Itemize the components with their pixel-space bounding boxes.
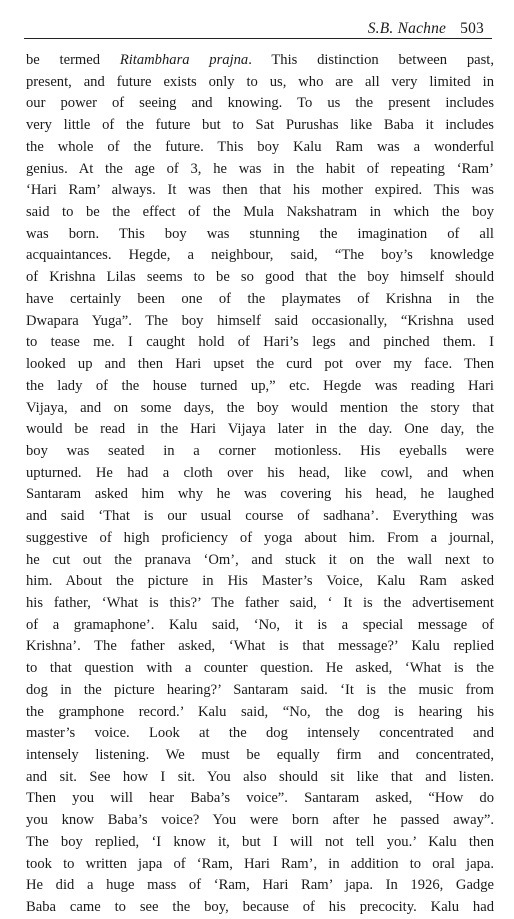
text-line: the lady of the house turned up,” etc. Hegde was reading Hari: [26, 377, 494, 394]
text-line: dog in the picture hearing?’ Santaram said. ‘It is the music from: [26, 681, 494, 698]
text-line: Vijaya, and on some days, the boy would mention the story that: [26, 399, 494, 416]
text-line: The boy replied, ‘I know it, but I will not tell you.’ Kalu then: [26, 833, 494, 850]
text-line: Then you will hear Baba’s voice”. Santaram asked, “How do: [26, 790, 494, 807]
text-line: to that question with a counter question. He asked, ‘What is the: [26, 660, 494, 677]
text-line: of Krishna Lilas seems to be so good that the boy himself should: [26, 269, 494, 286]
text-line: He did a huge mass of ‘Ram, Hari Ram’ japa. In 1926, Gadge: [26, 877, 494, 894]
text-line: he cut out the pranava ‘Om’, and stuck it on the wall next to: [26, 551, 494, 568]
text-line: our power of seeing and knowing. To us the present includes: [26, 95, 494, 112]
text-line: acquaintances. Hegde, a neighbour, said, “The boy’s knowledge: [26, 247, 494, 264]
text-line: the gramphone record.’ Kalu said, “No, the dog is hearing his: [26, 703, 494, 720]
text-line: Santaram asked him why he was covering his head, he laughed: [26, 486, 494, 503]
text-line: and said ‘That is our usual course of sadhana’. Everything was: [26, 508, 494, 525]
text-line: intensely listening. We must be equally firm and concentrated,: [26, 747, 494, 763]
text-line: Dwapara Yuga”. The boy himself said occasionally, “Krishna used: [26, 312, 494, 329]
text-line: took to written japa of ‘Ram, Hari Ram’, in addition to oral japa.: [26, 855, 494, 872]
text-line: was born. This boy was stunning the imagination of all: [26, 225, 494, 242]
text-line: upturned. He had a cloth over his head, like cowl, and when: [26, 464, 494, 481]
text-line: his father, ‘What is this?’ The father said, ‘ It is the advertisement: [26, 594, 494, 611]
text-line: Krishna’. The father asked, ‘What is that message?’ Kalu replied: [26, 638, 494, 655]
text-line: of a gramaphone’. Kalu said, ‘No, it is a special message of: [26, 616, 494, 633]
text-line: would be read in the Hari Vijaya later in the day. One day, the: [26, 421, 494, 438]
running-head-author: S.B. Nachne: [367, 20, 447, 37]
text-line: genius. At the age of 3, he was in the habit of repeating ‘Ram’: [26, 160, 494, 177]
text-line: master’s voice. Look at the dog intensely concentrated and: [26, 725, 494, 742]
text-line: present, and future exists only to us, who are all very limited in: [26, 73, 494, 90]
text-line: very little of the future but to Sat Purushas like Baba it includes: [26, 117, 494, 134]
text-line: have certainly been one of the playmates of Krishna in the: [26, 290, 494, 307]
page-number: 503: [460, 20, 484, 37]
text-line: Baba came to see the boy, because of his precocity. Kalu had: [26, 899, 494, 916]
text-line: be termed Ritambhara prajna. This distinction between past,: [26, 52, 494, 68]
text-line: looked up and then Hari upset the curd pot over my face. Then: [26, 356, 494, 373]
text-line: boy was seated in a corner motionless. His eyeballs were: [26, 442, 494, 459]
running-header: [24, 14, 484, 38]
header-rule: [24, 38, 492, 39]
text-line: to tease me. I caught hold of Hari’s legs and pinched them. I: [26, 334, 494, 351]
text-line: suggestive of high proficiency of yoga about him. From a journal,: [26, 529, 494, 546]
body-text: [26, 50, 494, 919]
text-line: and sit. See how I sit. You also should sit like that and listen.: [26, 768, 494, 785]
text-line: him. About the picture in His Master’s Voice, Kalu Ram asked: [26, 573, 494, 590]
text-line: said to be the effect of the Mula Nakshatram in which the boy: [26, 204, 494, 221]
text-line: you know Baba’s voice? You were born after he passed away”.: [26, 812, 494, 829]
text-line: ‘Hari Ram’ always. It was then that his mother expired. This was: [26, 182, 494, 199]
text-line: the whole of the future. This boy Kalu Ram was a wonderful: [26, 138, 494, 155]
